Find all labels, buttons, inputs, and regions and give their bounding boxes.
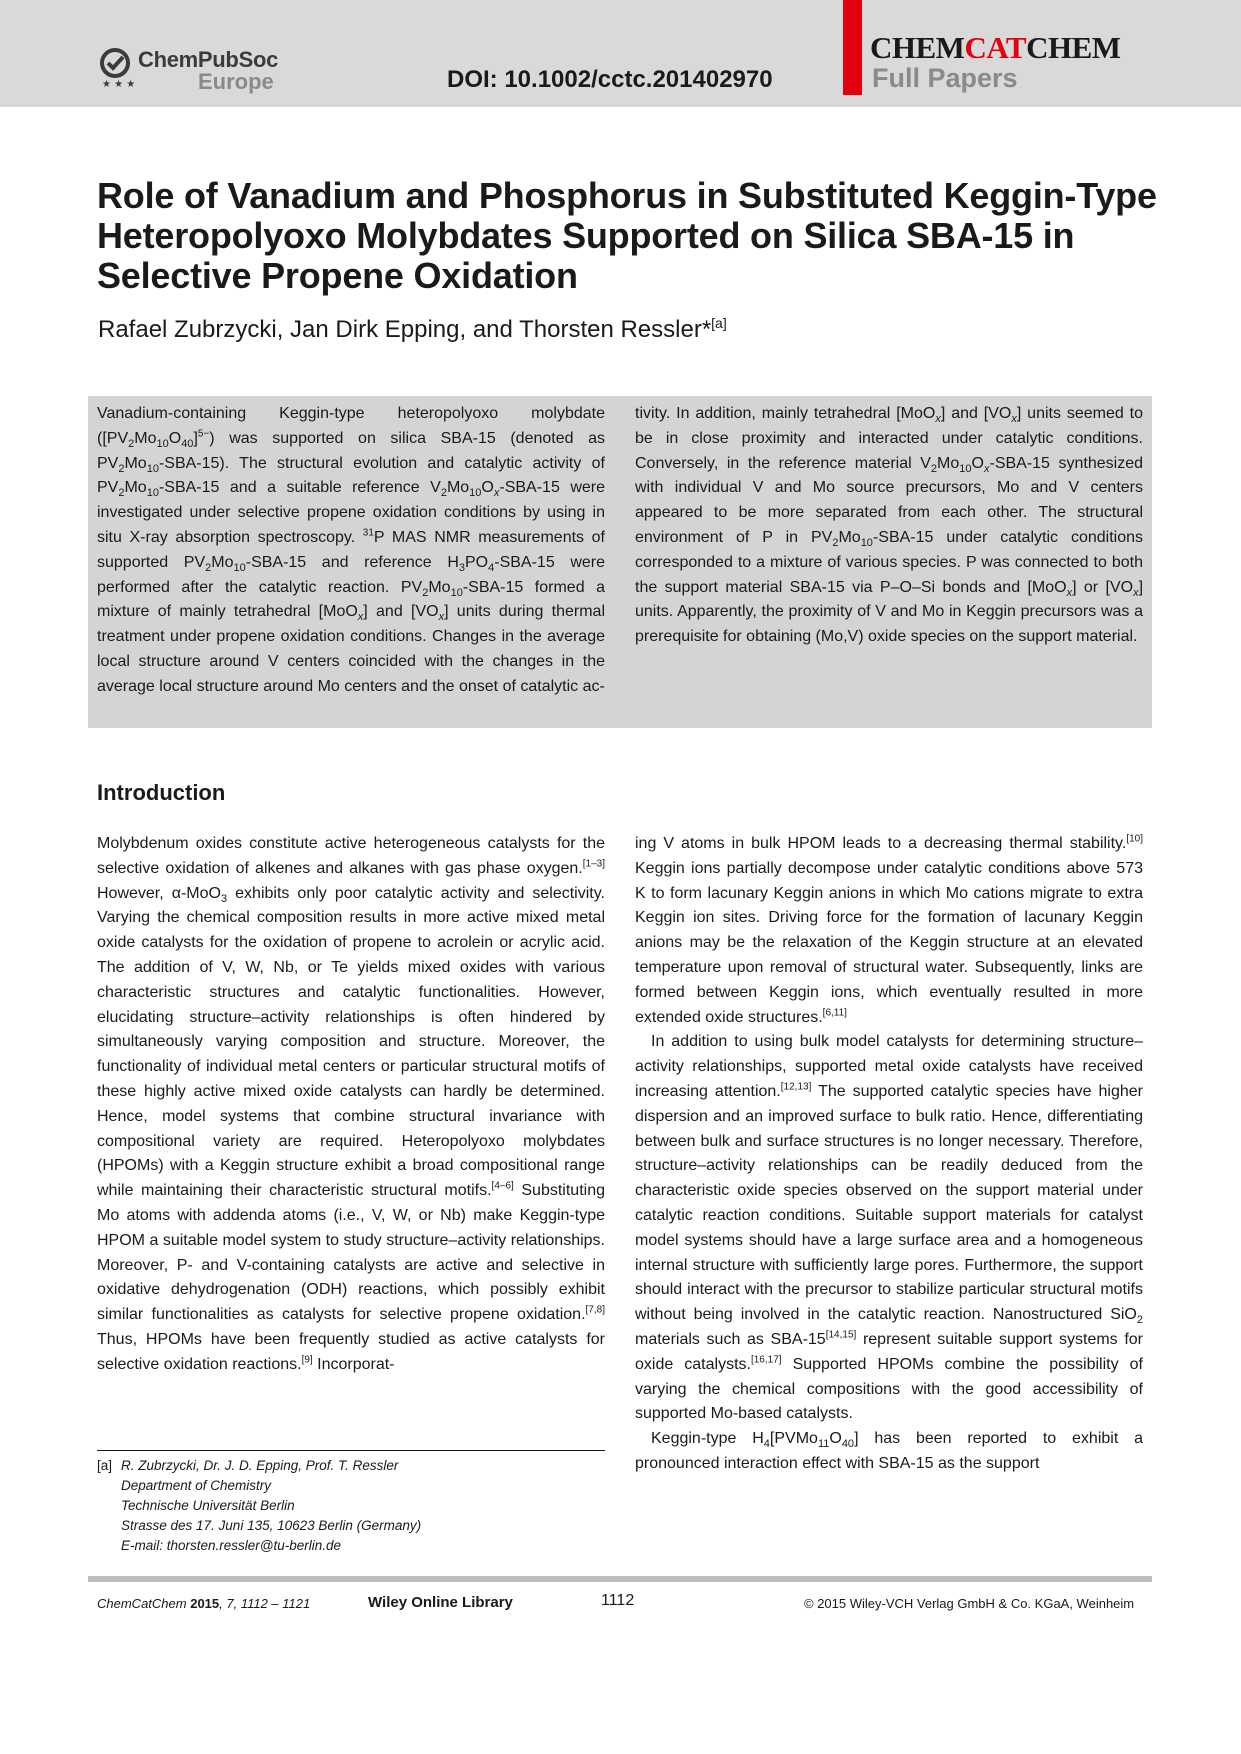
footnote-lines xyxy=(121,1456,421,1556)
journal-name-mid: CAT xyxy=(964,30,1027,65)
footnote-email[interactable]: E-mail: thorsten.ressler@tu-berlin.de xyxy=(121,1538,342,1553)
journal-name-prefix: CHEM xyxy=(870,30,965,65)
author-list: Rafael Zubrzycki, Jan Dirk Epping, and Thorsten Ressler* xyxy=(98,316,712,343)
footer-citation xyxy=(97,1596,310,1611)
paragraph: In addition to using bulk model catalysts for determining structure–activity relationships, supported metal oxide catalysts have received increasing attention.[12,13] The supported catalytic species have higher dispersion and an improved surface to bulk ratio. Hence, differentiating between bulk and surface structures is no longer necessary. Therefore, structure–activity relationships can be readily deduced from the characteristic oxide species observed on the support material under catalytic reaction conditions. Suitable support materials for catalyst model systems should have a large surface area and a homogeneous internal structure with sufficiently large pores. Furthermore, the support should interact with the precursor to stabilize particular structural motifs without being involved in the catalytic reaction. Nanostructured SiO$_2$ materials such as SBA-15[14,15] represent suitable support systems for oxide catalysts.[16,17] Supported HPOMs combine the possibility of varying the chemical compositions with the good accessibility of supported Mo-based catalysts. xyxy=(635,1033,1144,1423)
footnote-line: R. Zubrzycki, Dr. J. D. Epping, Prof. T. Ressler xyxy=(121,1458,399,1473)
body-text-right-column xyxy=(635,832,1143,1477)
footnote-line: Strasse des 17. Juni 135, 10623 Berlin (Germany) xyxy=(121,1518,422,1533)
footnote-divider xyxy=(97,1450,605,1451)
footer-year: 2015 xyxy=(190,1596,220,1611)
doi-link[interactable]: DOI: 10.1002/cctc.201402970 xyxy=(447,66,773,93)
footer-journal: ChemCatChem xyxy=(97,1596,187,1611)
paragraph: Molybdenum oxides constitute active heterogeneous catalysts for the selective oxidation of alkenes and alkanes with gas phase oxygen.[1–3] However, α-MoO$_3$ exhibits only poor catalytic activity and selectivity. Varying the chemical composition results in more active mixed metal oxide catalysts for the oxidation of propene to acrolein or acrylic acid. The addition of V, W, Nb, or Te yields mixed oxides with various characteristic structures and catalytic functionalities. However, elucidating structure–activity relationships is often hindered by simultaneously varying composition and structure. Moreover, the functionality of individual metal centers or particular structural motifs of these highly active mixed oxide catalysts can hardly be determined. Hence, model systems that combine structural invariance with compositional variety are required. Heteropolyoxo molybdates (HPOMs) with a Keggin structure exhibit a broad compositional range while maintaining their characteristic structural motifs.[4–6] Substituting Mo atoms with addenda atoms (i.e., V, W, or Nb) make Keggin-type HPOM a suitable model system to study structure–activity relationships. Moreover, P- and V-containing catalysts are active and selective in oxidative dehydrogenation (ODH) reactions, which possibly exhibit similar functionalities as catalysts for selective propene oxidation.[7,8] Thus, HPOMs have been frequently studied as active catalysts for selective oxidation reactions.[9] Incorporat- xyxy=(97,835,605,1373)
paragraph: Keggin-type $H_4[PVMo_{11}O_{40}]$ has been reported to exhibit a pronounced interaction effect with SBA-15 as the support xyxy=(635,1430,1144,1472)
publisher-region: Europe xyxy=(198,69,274,94)
publisher-logo[interactable] xyxy=(98,45,288,95)
journal-accent-bar xyxy=(843,0,862,95)
journal-name-suffix: CHEM xyxy=(1026,30,1121,65)
body-text-left-column xyxy=(97,832,605,1378)
abstract-text-left: Vanadium-containing Keggin-type heteropolyoxo molybdate $([PV_2Mo_{10}O_{40}]^{5-})$ was supported on silica SBA-15 (denoted as $PV_2Mo_{10}-SBA-15$). The structural evolution and catalytic activity of $PV_2Mo_{10}-SBA-15$ and a suitable reference $V_2Mo_{10}O_x-SBA-15$ were investigated under selective propene oxidation conditions by using in situ X-ray absorption spectroscopy. $^{31}$P MAS NMR measurements of supported $PV_2Mo_{10}-SBA-15$ and reference $H_3PO_4-SBA-15$ were performed after the catalytic reaction. $PV_2Mo_{10}-SBA-15$ formed a mixture of mainly tetrahedral [MoO$_x$] and $[VO_x]$ units during thermal treatment under propene oxidation conditions. Changes in the average local structure around V centers coincided with the changes in the average local structure around Mo centers and the onset of catalytic ac- xyxy=(97,405,606,695)
footnote-line: Department of Chemistry xyxy=(121,1478,272,1493)
footnote-label: [a] xyxy=(97,1458,113,1473)
footer-library-link[interactable]: Wiley Online Library xyxy=(368,1594,513,1611)
page-number: 1112 xyxy=(601,1592,635,1609)
footnote-line: Technische Universität Berlin xyxy=(121,1498,295,1513)
svg-text:★ ★ ★: ★ ★ ★ xyxy=(102,79,136,90)
footer-volume-pages: , 7, 1112 – 1121 xyxy=(219,1596,311,1611)
publisher-name: ChemPubSoc xyxy=(138,47,279,72)
footer-copyright: © 2015 Wiley-VCH Verlag GmbH & Co. KGaA, Weinheim xyxy=(804,1596,1135,1611)
paragraph: ing V atoms in bulk HPOM leads to a decreasing thermal stability.[10] Keggin ions partially decompose under catalytic conditions above 573 K to form lacunary Keggin anions in which Mo cations migrate to extra Keggin ion sites. Driving force for the formation of lacunary Keggin anions may be the relaxation of the Keggin structure at an elevated temperature upon removal of structural water. Subsequently, links are formed between Keggin ions, which eventually resulted in more extended oxide structures.[6,11] xyxy=(635,833,1143,1026)
author-affiliation-mark: [a] xyxy=(711,315,727,331)
journal-name[interactable] xyxy=(870,30,1121,66)
abstract-text-right: tivity. In addition, mainly tetrahedral [MoO$_x$] and $[VO_x]$ units seemed to be in close proximity and interacted under catalytic conditions. Conversely, in the reference material $V_2Mo_{10}O_x-SBA-15$ synthesized with individual V and Mo source precursors, Mo and V centers appeared to be more separated from each other. The structural environment of P in $PV_2Mo_{10}-SBA-15$ under catalytic conditions corresponded to a mixture of various species. P was connected to both the support material SBA-15 via P–O–Si bonds and [MoO$_x$] or $[VO_x]$ units. Apparently, the proximity of V and Mo in Keggin precursors was a prerequisite for obtaining (Mo,V) oxide species on the support material. xyxy=(635,405,1144,646)
footer-divider xyxy=(88,1576,1152,1582)
article-type: Full Papers xyxy=(872,63,1018,93)
article-authors xyxy=(98,316,727,344)
article-title: Role of Vanadium and Phosphorus in Substituted Keggin-Type Heteropolyoxo Molybdates Supported on Silica SBA-15 in Selective Propene Oxidation xyxy=(97,175,1157,296)
chempubsoc-logo-icon xyxy=(98,45,138,93)
section-heading-introduction: Introduction xyxy=(97,780,226,805)
